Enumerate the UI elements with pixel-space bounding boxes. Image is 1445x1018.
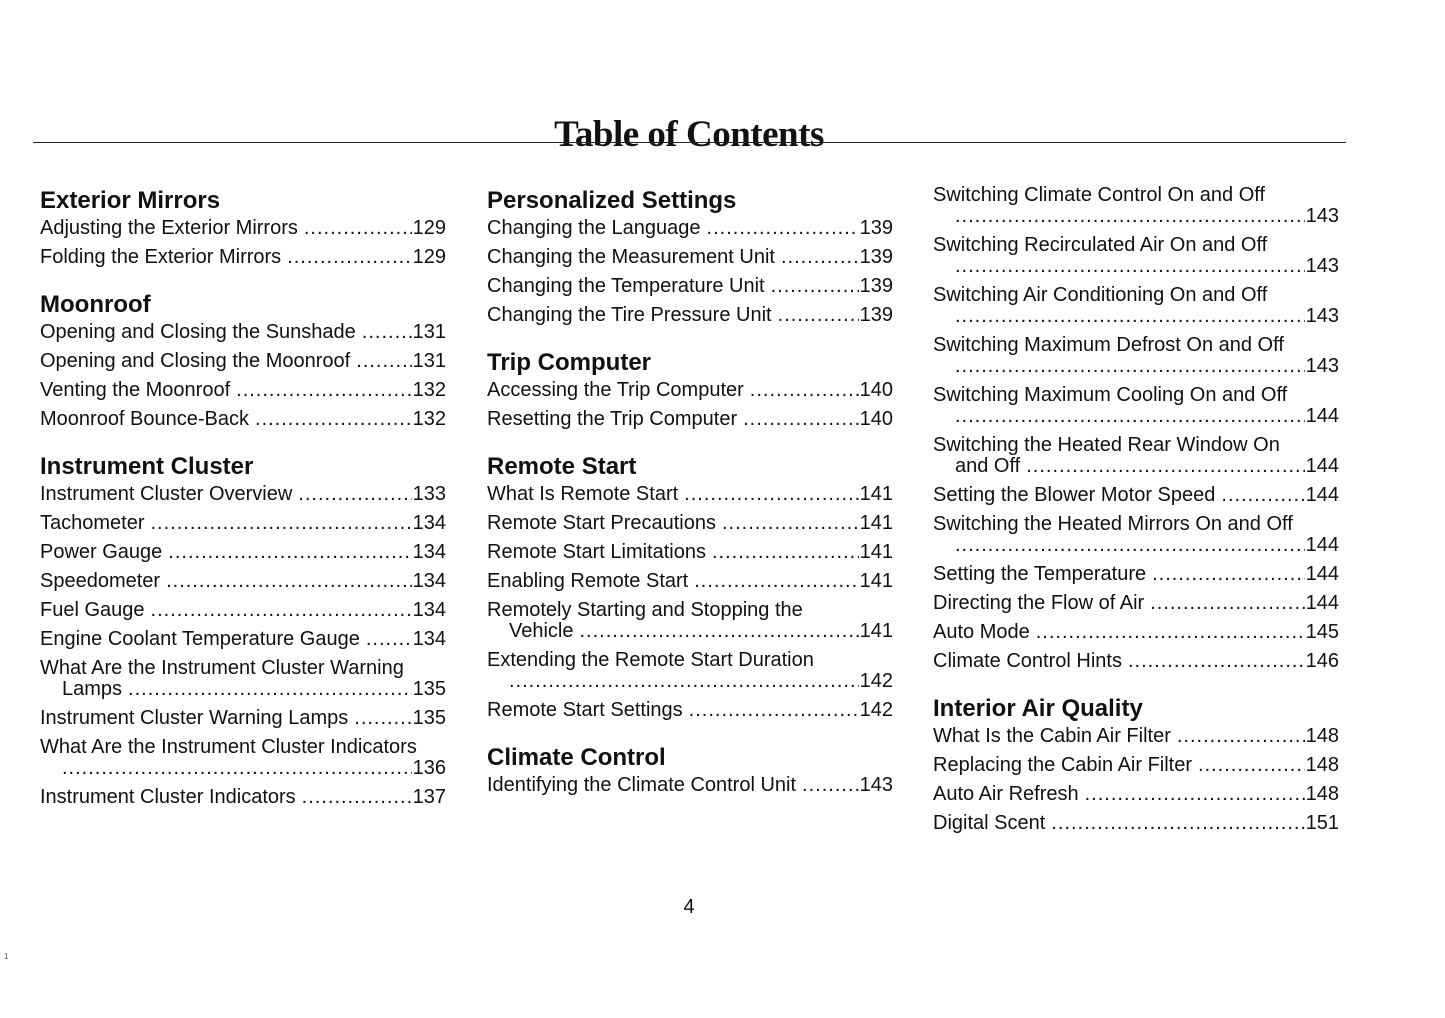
toc-page-number: 141 xyxy=(859,483,893,505)
toc-column-1 xyxy=(40,186,446,830)
toc-entry[interactable] xyxy=(40,629,446,650)
toc-page-number: 144 xyxy=(1305,405,1339,427)
toc-page-number: 135 xyxy=(412,678,446,700)
toc-entry-title: Changing the Language xyxy=(487,217,701,239)
toc-section xyxy=(487,186,893,326)
toc-entry-title: Venting the Moonroof xyxy=(40,379,231,401)
toc-entry-title: Remotely Starting and Stopping the xyxy=(487,599,803,621)
toc-page-number: 145 xyxy=(1305,621,1339,643)
toc-page-number: 137 xyxy=(412,786,446,808)
toc-entry-title: Remote Start Limitations xyxy=(487,541,706,563)
toc-entry-title: Fuel Gauge xyxy=(40,599,145,621)
dot-leader xyxy=(707,218,859,239)
toc-entry-title: Enabling Remote Start xyxy=(487,570,689,592)
toc-page-number: 146 xyxy=(1305,650,1339,672)
toc-entry[interactable] xyxy=(487,775,893,796)
toc-entry-title: Auto Mode xyxy=(933,621,1030,643)
toc-entry-title: Resetting the Trip Computer xyxy=(487,408,738,430)
toc-page-number: 135 xyxy=(412,707,446,729)
toc-section xyxy=(487,348,893,430)
dot-leader xyxy=(781,247,859,268)
dot-leader xyxy=(955,406,1305,427)
toc-entry-title: Changing the Measurement Unit xyxy=(487,246,775,268)
toc-page-number: 139 xyxy=(859,304,893,326)
toc-entry[interactable] xyxy=(933,435,1339,477)
toc-page-number: 131 xyxy=(412,321,446,343)
toc-page-number: 140 xyxy=(859,408,893,430)
toc-entry[interactable] xyxy=(487,700,893,721)
toc-entry-title: Directing the Flow of Air xyxy=(933,592,1145,614)
dot-leader xyxy=(689,700,859,721)
dot-leader xyxy=(62,758,412,779)
dot-leader xyxy=(955,535,1305,556)
toc-entry-title: Remote Start Settings xyxy=(487,699,683,721)
dot-leader xyxy=(168,542,411,563)
dot-leader xyxy=(1051,813,1304,834)
dot-leader xyxy=(366,629,412,650)
dot-leader xyxy=(955,356,1305,377)
toc-entry-title: What Are the Instrument Cluster Indicators xyxy=(40,736,417,758)
toc-entry[interactable] xyxy=(487,484,893,505)
toc-entry-title: Remote Start Precautions xyxy=(487,512,716,534)
dot-leader xyxy=(712,542,859,563)
dot-leader xyxy=(151,513,412,534)
toc-entry[interactable] xyxy=(487,571,893,592)
toc-entry[interactable] xyxy=(40,218,446,239)
toc-entry[interactable] xyxy=(40,658,446,700)
dot-leader xyxy=(362,322,412,343)
toc-entry-title: Changing the Temperature Unit xyxy=(487,275,765,297)
toc-entry[interactable] xyxy=(933,335,1339,377)
dot-leader xyxy=(955,256,1305,277)
dot-leader xyxy=(151,600,412,621)
toc-entry[interactable] xyxy=(40,737,446,779)
toc-page-number: 144 xyxy=(1305,563,1339,585)
toc-page-number: 129 xyxy=(412,246,446,268)
toc-entry[interactable] xyxy=(933,514,1339,556)
page-title: Table of Contents xyxy=(554,113,824,155)
dot-leader xyxy=(236,380,411,401)
dot-leader xyxy=(1085,784,1305,805)
dot-leader xyxy=(304,218,412,239)
toc-entry-title: Switching Maximum Cooling On and Off xyxy=(933,384,1288,406)
title-divider xyxy=(33,142,1346,143)
dot-leader xyxy=(580,621,859,642)
dot-leader xyxy=(302,787,412,808)
toc-entry[interactable] xyxy=(40,351,446,372)
toc-entry-title: Lamps xyxy=(62,678,123,700)
toc-page-number: 143 xyxy=(859,774,893,796)
toc-page-number: 134 xyxy=(412,512,446,534)
toc-entry-title: What Are the Instrument Cluster Warning xyxy=(40,657,404,679)
toc-page-number: 148 xyxy=(1305,725,1339,747)
toc-entry-title: Switching the Heated Rear Window On xyxy=(933,434,1280,456)
dot-leader xyxy=(1198,755,1305,776)
toc-page-number: 143 xyxy=(1305,305,1339,327)
toc-entry[interactable] xyxy=(933,784,1339,805)
dot-leader xyxy=(684,484,858,505)
dot-leader xyxy=(1150,593,1304,614)
toc-entry-title: Opening and Closing the Sunshade xyxy=(40,321,356,343)
dot-leader xyxy=(778,305,859,326)
toc-page-number: 143 xyxy=(1305,355,1339,377)
toc-entry[interactable] xyxy=(933,813,1339,834)
dot-leader xyxy=(1177,726,1305,747)
toc-entry-title: Switching the Heated Mirrors On and Off xyxy=(933,513,1293,535)
toc-entry[interactable] xyxy=(40,380,446,401)
toc-page-number: 144 xyxy=(1305,484,1339,506)
toc-entry-title: Auto Air Refresh xyxy=(933,783,1079,805)
toc-entry-title: What Is the Cabin Air Filter xyxy=(933,725,1171,747)
page-number: 4 xyxy=(683,896,695,918)
dot-leader xyxy=(771,276,859,297)
toc-page-number: 134 xyxy=(412,570,446,592)
toc-page-number: 144 xyxy=(1305,455,1339,477)
toc-page-number: 132 xyxy=(412,379,446,401)
toc-entry[interactable] xyxy=(40,787,446,808)
toc-page-number: 140 xyxy=(859,379,893,401)
toc-section xyxy=(933,694,1339,834)
toc-entry[interactable] xyxy=(487,513,893,534)
toc-entry-title: Identifying the Climate Control Unit xyxy=(487,774,797,796)
toc-entry[interactable] xyxy=(40,322,446,343)
toc-page-number: 132 xyxy=(412,408,446,430)
toc-entry[interactable] xyxy=(40,571,446,592)
toc-entry[interactable] xyxy=(933,593,1339,614)
toc-entry-title: Instrument Cluster Warning Lamps xyxy=(40,707,349,729)
toc-entry[interactable] xyxy=(40,542,446,563)
toc-page-number: 143 xyxy=(1305,255,1339,277)
section-heading: Personalized Settings xyxy=(487,187,737,214)
toc-page-number: 141 xyxy=(859,541,893,563)
toc-entry[interactable] xyxy=(487,305,893,326)
toc-page-number: 134 xyxy=(412,628,446,650)
dot-leader xyxy=(128,679,412,700)
toc-entry-title: Power Gauge xyxy=(40,541,163,563)
dot-leader xyxy=(1036,622,1305,643)
dot-leader xyxy=(1128,651,1305,672)
toc-entry[interactable] xyxy=(933,622,1339,643)
toc-section xyxy=(933,185,1339,672)
toc-page-number: 141 xyxy=(859,570,893,592)
toc-entry[interactable] xyxy=(40,600,446,621)
toc-entry-title: Digital Scent xyxy=(933,812,1046,834)
toc-entry-title: Adjusting the Exterior Mirrors xyxy=(40,217,298,239)
toc-entry-title: Speedometer xyxy=(40,570,161,592)
toc-entry-title: Accessing the Trip Computer xyxy=(487,379,744,401)
dot-leader xyxy=(509,671,859,692)
toc-page-number: 139 xyxy=(859,246,893,268)
dot-leader xyxy=(694,571,858,592)
toc-page-number: 129 xyxy=(412,217,446,239)
dot-leader xyxy=(354,708,411,729)
section-heading: Interior Air Quality xyxy=(933,695,1143,722)
toc-entry[interactable] xyxy=(933,185,1339,227)
toc-section xyxy=(487,743,893,796)
toc-entry[interactable] xyxy=(487,542,893,563)
toc-entry[interactable] xyxy=(40,513,446,534)
dot-leader xyxy=(1221,485,1304,506)
section-heading: Climate Control xyxy=(487,744,666,771)
section-heading: Instrument Cluster xyxy=(40,453,254,480)
toc-page-number: 141 xyxy=(859,512,893,534)
toc-entry-title: Tachometer xyxy=(40,512,145,534)
dot-leader xyxy=(356,351,411,372)
toc-section xyxy=(487,452,893,721)
toc-entry-title: Opening and Closing the Moonroof xyxy=(40,350,351,372)
toc-page-number: 143 xyxy=(1305,205,1339,227)
toc-entry[interactable] xyxy=(933,385,1339,427)
toc-entry-title: and Off xyxy=(955,455,1021,477)
toc-entry[interactable] xyxy=(487,409,893,430)
toc-page-number: 148 xyxy=(1305,754,1339,776)
dot-leader xyxy=(722,513,859,534)
toc-entry[interactable] xyxy=(933,651,1339,672)
dot-leader xyxy=(1152,564,1305,585)
toc-entry-title: Vehicle xyxy=(509,620,574,642)
toc-page-number: 131 xyxy=(412,350,446,372)
toc-entry-title: Moonroof Bounce-Back xyxy=(40,408,250,430)
toc-entry[interactable] xyxy=(487,600,893,642)
toc-section xyxy=(40,186,446,268)
section-heading: Remote Start xyxy=(487,453,637,480)
section-heading: Moonroof xyxy=(40,291,151,318)
toc-entry-title: Switching Air Conditioning On and Off xyxy=(933,284,1268,306)
toc-page-number: 139 xyxy=(859,217,893,239)
toc-entry[interactable] xyxy=(933,235,1339,277)
toc-entry-title: Engine Coolant Temperature Gauge xyxy=(40,628,360,650)
dot-leader xyxy=(298,484,411,505)
toc-page-number: 136 xyxy=(412,757,446,779)
toc-entry-title: Folding the Exterior Mirrors xyxy=(40,246,282,268)
toc-entry[interactable] xyxy=(487,247,893,268)
toc-entry[interactable] xyxy=(40,484,446,505)
toc-section xyxy=(40,290,446,430)
toc-entry-title: Instrument Cluster Indicators xyxy=(40,786,296,808)
dot-leader xyxy=(955,206,1305,227)
dot-leader xyxy=(287,247,411,268)
corner-mark: 1 xyxy=(4,952,9,961)
toc-entry[interactable] xyxy=(487,276,893,297)
toc-entry[interactable] xyxy=(933,485,1339,506)
toc-page-number: 142 xyxy=(859,670,893,692)
toc-entry-title: Instrument Cluster Overview xyxy=(40,483,293,505)
dot-leader xyxy=(802,775,859,796)
toc-entry-title: Climate Control Hints xyxy=(933,650,1122,672)
toc-entry[interactable] xyxy=(487,380,893,401)
toc-entry[interactable] xyxy=(40,708,446,729)
toc-page-number: 151 xyxy=(1305,812,1339,834)
toc-entry-title: Replacing the Cabin Air Filter xyxy=(933,754,1193,776)
dot-leader xyxy=(743,409,859,430)
toc-entry-title: Setting the Temperature xyxy=(933,563,1147,585)
dot-leader xyxy=(955,306,1305,327)
toc-entry-title: What Is Remote Start xyxy=(487,483,679,505)
dot-leader xyxy=(166,571,412,592)
toc-entry-title: Switching Climate Control On and Off xyxy=(933,184,1266,206)
section-heading: Exterior Mirrors xyxy=(40,187,221,214)
toc-page-number: 133 xyxy=(412,483,446,505)
toc-entry-title: Switching Recirculated Air On and Off xyxy=(933,234,1268,256)
toc-entry-title: Changing the Tire Pressure Unit xyxy=(487,304,772,326)
toc-entry[interactable] xyxy=(487,650,893,692)
toc-entry[interactable] xyxy=(487,218,893,239)
toc-column-2 xyxy=(487,186,893,818)
toc-page-number: 139 xyxy=(859,275,893,297)
toc-entry-title: Switching Maximum Defrost On and Off xyxy=(933,334,1284,356)
toc-section xyxy=(40,452,446,808)
dot-leader xyxy=(255,409,412,430)
toc-entry[interactable] xyxy=(40,409,446,430)
toc-entry-title: Extending the Remote Start Duration xyxy=(487,649,814,671)
toc-page-number: 134 xyxy=(412,541,446,563)
toc-entry[interactable] xyxy=(933,285,1339,327)
toc-page-number: 134 xyxy=(412,599,446,621)
toc-entry-title: Setting the Blower Motor Speed xyxy=(933,484,1216,506)
dot-leader xyxy=(750,380,859,401)
toc-page-number: 144 xyxy=(1305,534,1339,556)
toc-entry[interactable] xyxy=(933,755,1339,776)
toc-page-number: 148 xyxy=(1305,783,1339,805)
dot-leader xyxy=(1026,456,1304,477)
toc-entry[interactable] xyxy=(933,564,1339,585)
toc-page-number: 142 xyxy=(859,699,893,721)
toc-column-3 xyxy=(933,185,1339,856)
toc-entry[interactable] xyxy=(933,726,1339,747)
section-heading: Trip Computer xyxy=(487,349,652,376)
toc-page-number: 141 xyxy=(859,620,893,642)
toc-page-number: 144 xyxy=(1305,592,1339,614)
toc-entry[interactable] xyxy=(40,247,446,268)
